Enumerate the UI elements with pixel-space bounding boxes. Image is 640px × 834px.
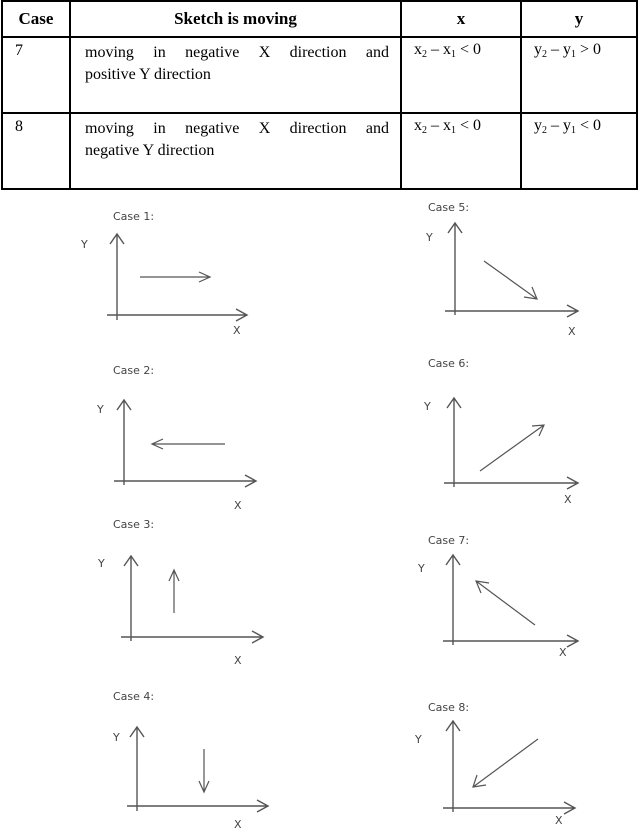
y-axis-label: Y	[424, 400, 431, 413]
x-axis-label: X	[568, 325, 576, 338]
diagram-title: Case 3:	[113, 518, 155, 531]
y-axis-label: Y	[415, 733, 422, 746]
arrow-down-right-icon	[484, 261, 537, 299]
diagram-case-4	[112, 690, 268, 831]
description-line: positive Y direction	[85, 66, 211, 83]
diagram-title: Case 5:	[428, 201, 470, 214]
diagram-case-2	[96, 364, 256, 512]
arrow-right-icon	[140, 272, 210, 282]
diagram-case-5	[425, 201, 578, 338]
subscript: 1	[571, 125, 576, 136]
relation: < 0	[456, 117, 482, 134]
axes-icon	[443, 721, 575, 814]
x-axis-label: X	[555, 814, 563, 827]
subscript: 1	[451, 125, 456, 136]
y-axis-label: Y	[113, 731, 120, 744]
var: y	[534, 41, 542, 58]
diagram-case-3	[97, 518, 263, 667]
diagram-case-8	[414, 701, 575, 827]
arrow-up-icon	[169, 570, 179, 613]
var: – y	[547, 41, 571, 58]
arrow-down-left-icon	[473, 739, 538, 787]
var: y	[534, 117, 542, 134]
diagram-case-7	[417, 534, 578, 659]
x-axis-label: X	[564, 493, 572, 506]
description-line: moving in negative X direction and	[85, 120, 389, 137]
relation: < 0	[576, 117, 602, 134]
axes-icon	[445, 223, 578, 317]
diagram-title: Case 1:	[113, 210, 155, 223]
y-axis-label: Y	[98, 557, 105, 570]
relation: > 0	[576, 41, 602, 58]
var: – x	[427, 41, 451, 58]
header-sketch-moving: Sketch is moving	[70, 1, 401, 37]
x-axis-label: X	[233, 324, 241, 337]
axes-icon	[444, 398, 578, 489]
arrow-up-right-icon	[480, 425, 544, 471]
case-number: 7	[2, 37, 70, 113]
subscript: 1	[451, 49, 456, 60]
y-axis-label: Y	[418, 562, 425, 575]
header-case: Case	[2, 1, 70, 37]
diagram-title: Case 7:	[428, 534, 470, 547]
diagram-title: Case 8:	[428, 701, 470, 714]
diagram-title: Case 2:	[113, 364, 155, 377]
var: x	[414, 117, 422, 134]
var: – x	[427, 117, 451, 134]
y-axis-label: Y	[426, 231, 433, 244]
subscript: 2	[422, 49, 427, 60]
arrow-down-icon	[199, 749, 209, 792]
x-axis-label: X	[559, 646, 567, 659]
description-line: moving in negative X direction and	[85, 44, 389, 61]
header-x: x	[401, 1, 521, 37]
y-axis-label: Y	[97, 403, 104, 416]
header-y: y	[521, 1, 637, 37]
subscript: 2	[542, 49, 547, 60]
var: x	[414, 41, 422, 58]
subscript: 2	[422, 125, 427, 136]
var: – y	[547, 117, 571, 134]
x-axis-label: X	[234, 818, 242, 831]
description-line: negative Y direction	[85, 142, 215, 159]
subscript: 2	[542, 125, 547, 136]
diagram-title: Case 4:	[113, 690, 155, 703]
relation: < 0	[456, 41, 482, 58]
axes-icon	[127, 727, 268, 812]
diagram-case-6	[423, 357, 578, 506]
x-axis-label: X	[234, 499, 242, 512]
subscript: 1	[571, 49, 576, 60]
diagram-case-1	[80, 210, 247, 337]
arrow-up-left-icon	[476, 581, 535, 625]
case-number: 8	[2, 113, 70, 189]
axes-icon	[121, 556, 263, 643]
axes-icon	[443, 555, 578, 647]
diagram-title: Case 6:	[428, 357, 470, 370]
x-axis-label: X	[234, 654, 242, 667]
arrow-left-icon	[152, 439, 225, 449]
y-axis-label: Y	[81, 238, 88, 251]
